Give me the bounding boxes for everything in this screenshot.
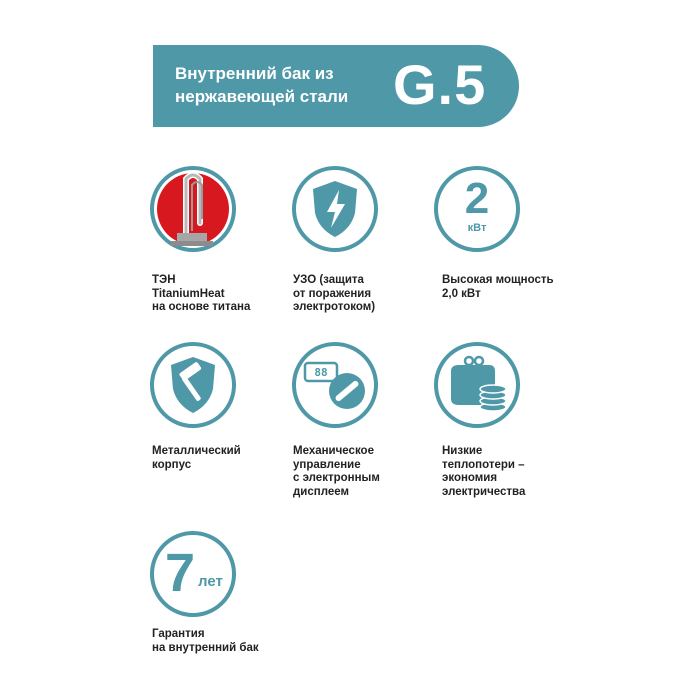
caption-line: Гарантия: [152, 628, 205, 640]
feature-caption: [293, 274, 433, 315]
shield-lightning-icon: [291, 165, 379, 253]
feature-caption: [152, 445, 292, 472]
caption-line: дисплеем: [293, 485, 350, 498]
power-2kw-icon: [433, 165, 521, 253]
wallet-coins-icon: [433, 341, 521, 429]
caption-line: экономия: [442, 472, 498, 484]
caption-line: на внутренний бак: [152, 641, 259, 654]
caption-line: корпус: [152, 458, 192, 471]
shield-hammer-icon: [149, 341, 237, 429]
banner-title: [175, 62, 385, 108]
caption-line: Механическое: [293, 445, 374, 457]
caption-line: управление: [293, 458, 361, 471]
banner-title-line: нержавеющей стали: [175, 87, 349, 106]
feature-caption: [152, 628, 292, 655]
caption-line: ТЭН: [152, 274, 176, 286]
caption-line: электротоком): [293, 301, 376, 313]
warranty-7-years-icon: [149, 530, 237, 618]
banner-title-line: Внутренний бак из: [175, 64, 334, 83]
caption-line: от поражения: [293, 287, 372, 300]
warranty-years-unit: лет: [198, 573, 223, 590]
feature-caption: [442, 445, 582, 499]
power-value: 2: [464, 174, 490, 223]
caption-line: Низкие: [442, 445, 483, 457]
caption-line: теплопотери –: [442, 458, 525, 471]
caption-line: TitaniumHeat: [152, 287, 225, 300]
warranty-years-value: 7: [165, 543, 196, 603]
caption-line: УЗО (защита: [293, 274, 364, 286]
feature-caption: [293, 445, 433, 499]
feature-caption: [152, 274, 292, 315]
caption-line: электричества: [442, 485, 526, 498]
caption-line: с электронным: [293, 472, 380, 484]
caption-line: 2,0 кВт: [442, 287, 481, 300]
caption-line: на основе титана: [152, 301, 251, 313]
display-digits: 88: [314, 366, 328, 379]
caption-line: Высокая мощность: [442, 274, 554, 286]
caption-line: Металлический: [152, 445, 241, 457]
heating-element-icon: [149, 165, 237, 253]
feature-caption: [442, 274, 582, 301]
power-unit: кВт: [467, 222, 487, 234]
title-banner: [153, 45, 519, 127]
display-knob-icon: [291, 341, 379, 429]
model-code: G.5: [393, 53, 487, 116]
